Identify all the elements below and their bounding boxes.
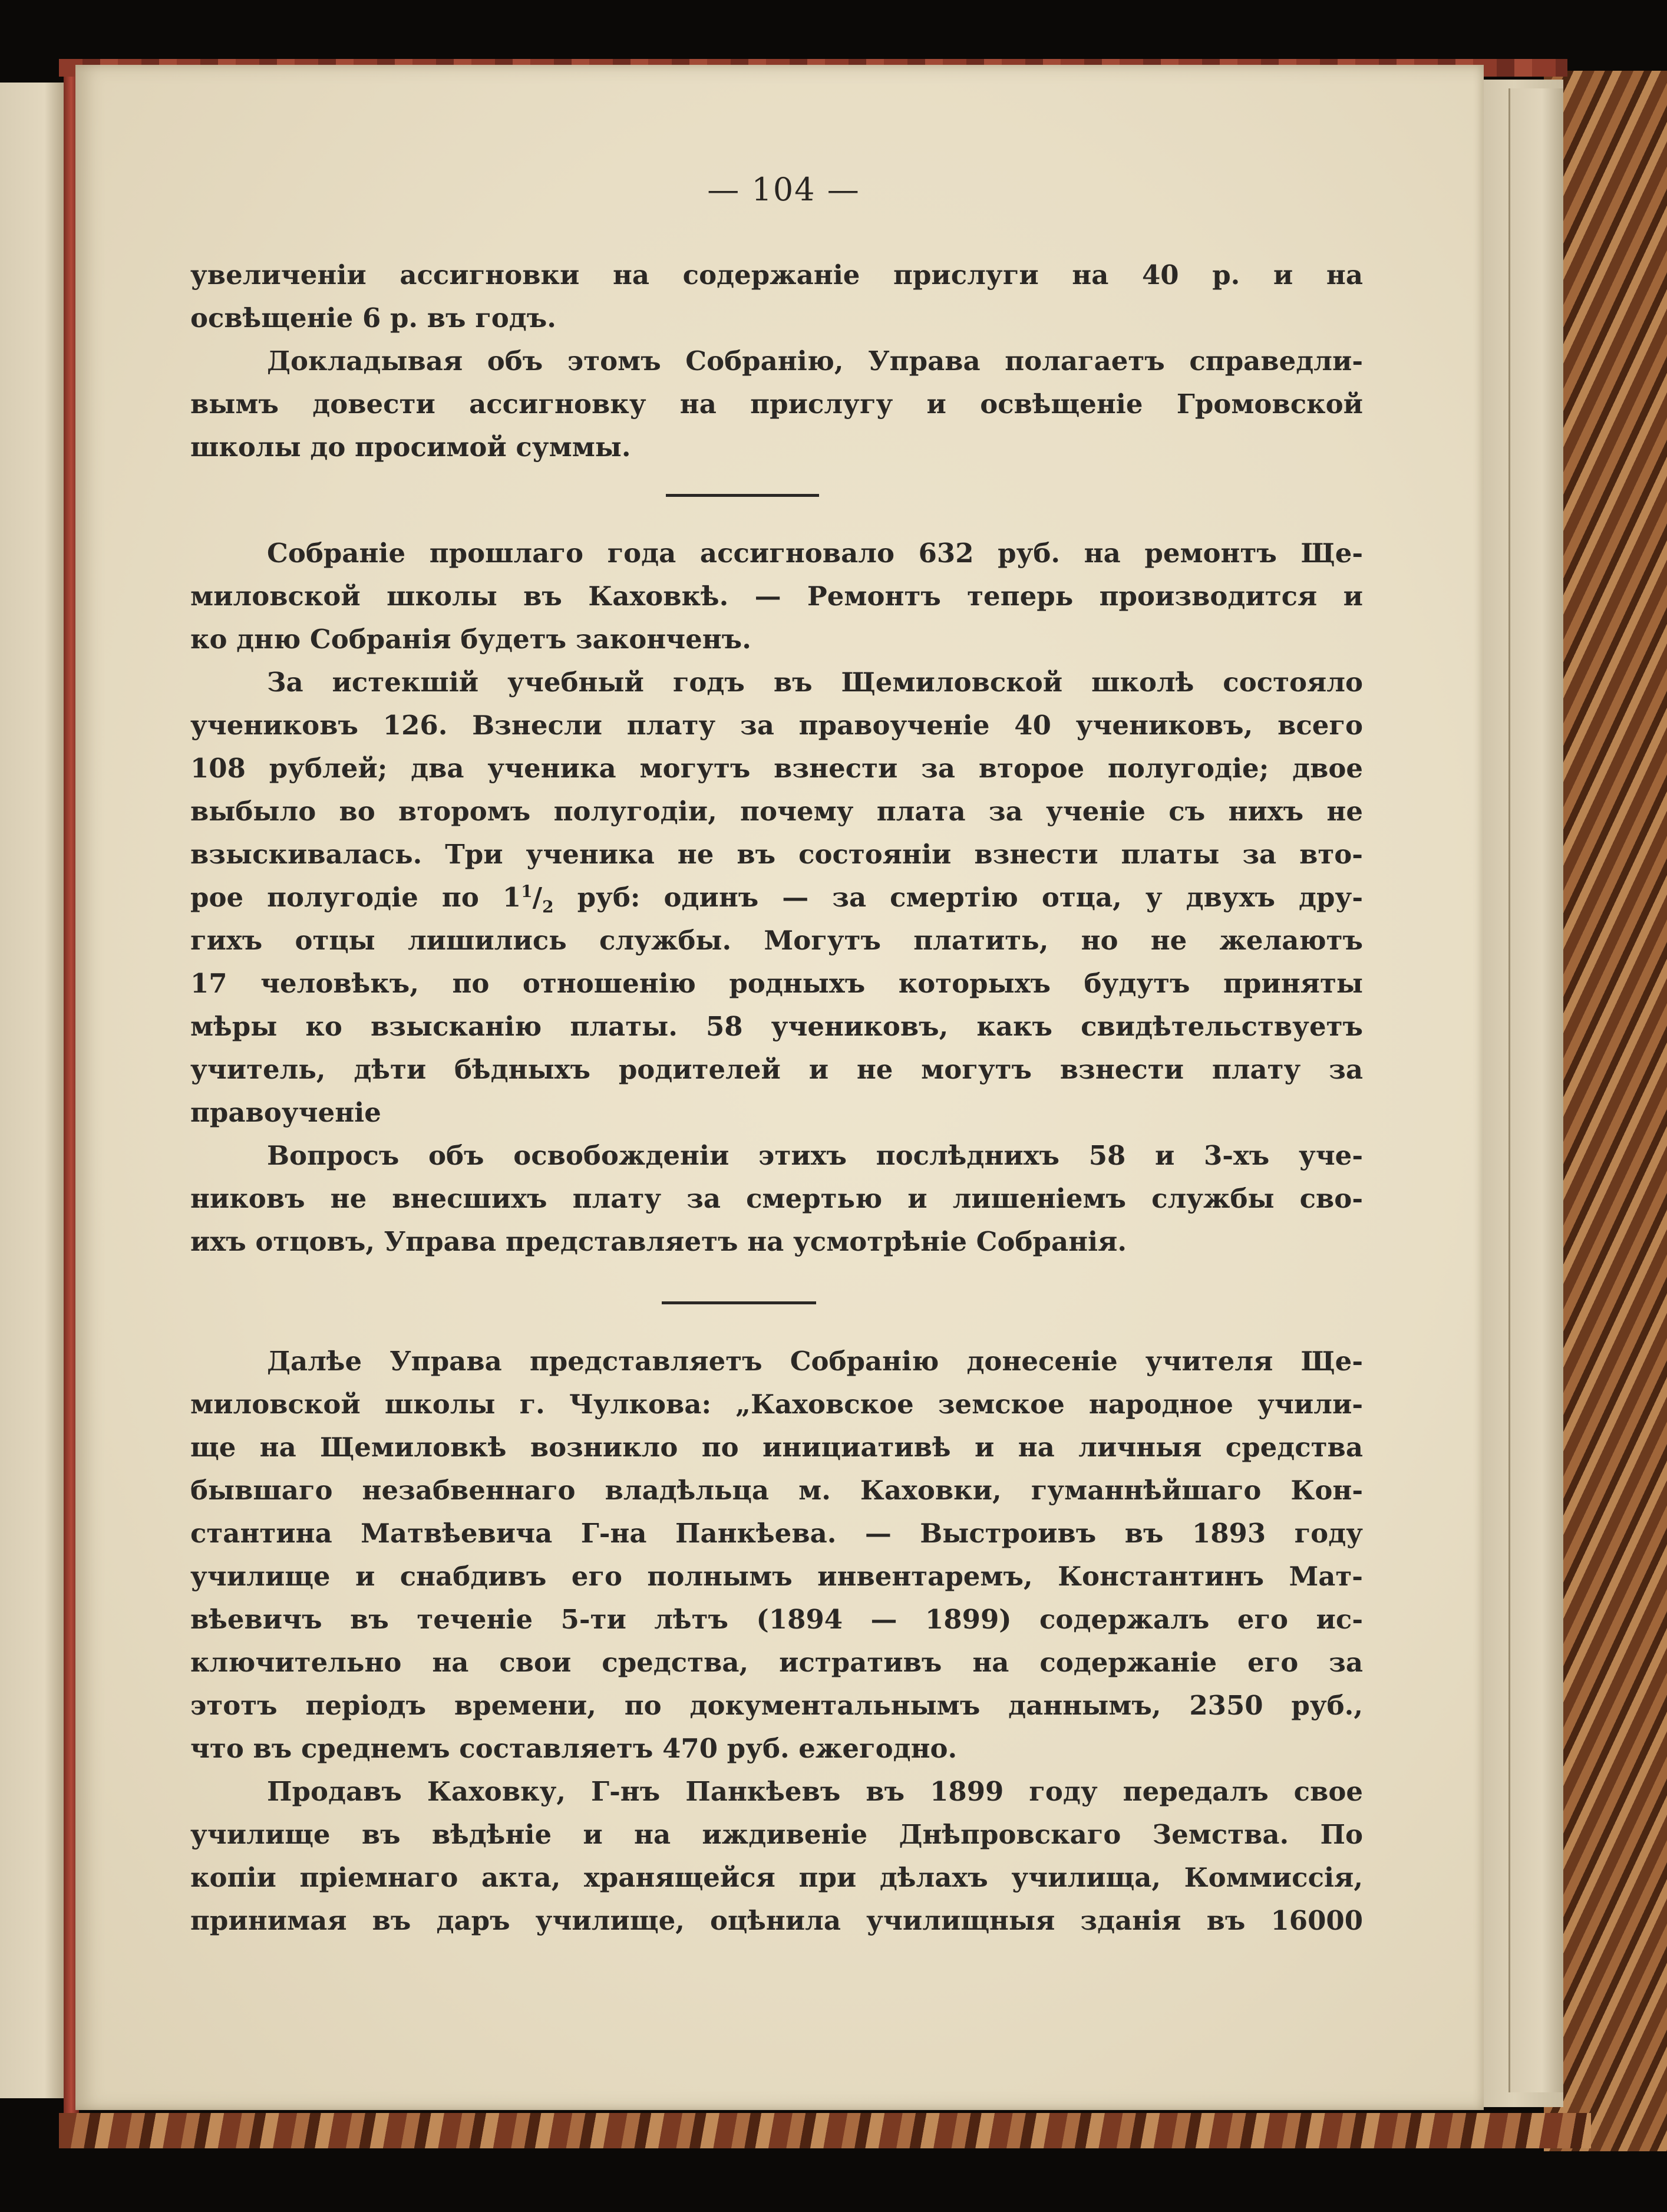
text-line: бывшаго незабвеннаго владѣльца м. Каховки, гуманнѣйшаго Кон- — [190, 1475, 1363, 1506]
text-line: училище въ вѣдѣніе и на иждивеніе Днѣпровскаго Земства. По — [190, 1819, 1363, 1850]
text-line: увеличеніи ассигновки на содержаніе прислуги на 40 р. и на — [190, 259, 1363, 291]
bottom-cover-edge — [59, 2113, 1591, 2148]
text-line: ихъ отцовъ, Управа представляетъ на усмотрѣніе Собранія. — [190, 1226, 1127, 1257]
text-line: 108 рублей; два ученика могутъ взнести за второе полугодіе; двое — [190, 753, 1363, 784]
text-line: ще на Щемиловкѣ возникло по инициативѣ и на личныя средства — [190, 1432, 1363, 1463]
text-line: миловской школы въ Каховкѣ. — Ремонтъ теперь производится и — [190, 581, 1363, 612]
text-fragment: руб: одинъ — за смертію отца, у двухъ дру- — [577, 882, 1363, 913]
text-line: учениковъ 126. Взнесли плату за правоученіе 40 учениковъ, всего — [190, 710, 1363, 741]
text-line: ключительно на свои средства, истративъ на содержаніе его за — [190, 1647, 1363, 1678]
page-stack-edge-inner — [1508, 88, 1563, 2092]
text-line: освѣщеніе 6 р. въ годъ. — [190, 302, 556, 334]
section-1-text — [190, 253, 1363, 469]
text-line: 17 человѣкъ, по отношенію родныхъ которыхъ будутъ приняты — [190, 968, 1363, 999]
page-number: — 104 — — [707, 171, 860, 208]
section-3-text — [190, 1340, 1363, 1942]
fraction — [502, 882, 554, 917]
text-line: копіи пріемнаго акта, хранящейся при дѣлахъ училища, Коммиссія, — [190, 1862, 1363, 1893]
fraction-denominator: 2 — [542, 897, 554, 917]
section-divider-rule — [666, 494, 819, 497]
text-line: гихъ отцы лишились службы. Могутъ платить, но не желаютъ — [190, 925, 1363, 956]
text-line: этотъ періодъ времени, по документальнымъ даннымъ, 2350 руб., — [190, 1690, 1363, 1721]
text-line: училище и снабдивъ его полнымъ инвентаремъ, Константинъ Мат- — [190, 1561, 1363, 1592]
text-line: стантина Матвѣевича Г-на Панкѣева. — Выстроивъ въ 1893 году — [190, 1518, 1363, 1549]
text-line: выбыло во второмъ полугодіи, почему плата за ученіе съ нихъ не — [190, 796, 1363, 827]
text-line: вымъ довести ассигновку на прислугу и освѣщеніе Громовской — [190, 388, 1363, 420]
text-line: принимая въ даръ училище, оцѣнила училищныя зданія въ 16000 — [190, 1905, 1363, 1936]
text-line: никовъ не внесшихъ плату за смертью и лишеніемъ службы сво- — [190, 1183, 1363, 1214]
text-line-with-fraction — [190, 876, 1363, 919]
text-line: Собраніе прошлаго года ассигновало 632 руб. на ремонтъ Ще- — [267, 538, 1363, 569]
fraction-slash: / — [532, 882, 543, 913]
text-line: миловской школы г. Чулкова: „Каховское земское народное учили- — [190, 1389, 1363, 1420]
text-line: вѣевичъ въ теченіе 5-ти лѣтъ (1894 — 1899) содержалъ его ис- — [190, 1604, 1363, 1635]
text-line: Далѣе Управа представляетъ Собранію донесеніе учителя Ще- — [267, 1346, 1363, 1377]
document-page — [75, 65, 1484, 2110]
text-fragment: рое полугодіе по — [190, 882, 479, 913]
section-2-text — [190, 532, 1363, 1263]
text-line: что въ среднемъ составляетъ 470 руб. ежегодно. — [190, 1733, 958, 1764]
left-facing-page-edge — [0, 83, 66, 2098]
text-line: правоученіе — [190, 1097, 381, 1128]
text-line: Докладывая объ этомъ Собранію, Управа полагаетъ справедли- — [267, 345, 1363, 377]
text-line: учитель, дѣти бѣдныхъ родителей и не могутъ взнести плату за — [190, 1054, 1363, 1085]
text-line: школы до просимой суммы. — [190, 431, 631, 463]
text-line: ко дню Собранія будетъ законченъ. — [190, 624, 751, 655]
text-line: взыскивалась. Три ученика не въ состояніи взнести платы за вто- — [190, 839, 1363, 870]
section-divider-rule — [662, 1301, 816, 1304]
fraction-whole: 1 — [502, 882, 521, 913]
text-line: мѣры ко взысканію платы. 58 учениковъ, какъ свидѣтельствуетъ — [190, 1011, 1363, 1042]
text-line: Вопросъ объ освобожденіи этихъ послѣднихъ 58 и 3-хъ уче- — [267, 1140, 1363, 1171]
text-line: Продавъ Каховку, Г-нъ Панкѣевъ въ 1899 году передалъ свое — [267, 1776, 1363, 1807]
text-line: За истекшій учебный годъ въ Щемиловской школѣ состояло — [267, 667, 1363, 698]
fraction-numerator: 1 — [521, 882, 533, 901]
